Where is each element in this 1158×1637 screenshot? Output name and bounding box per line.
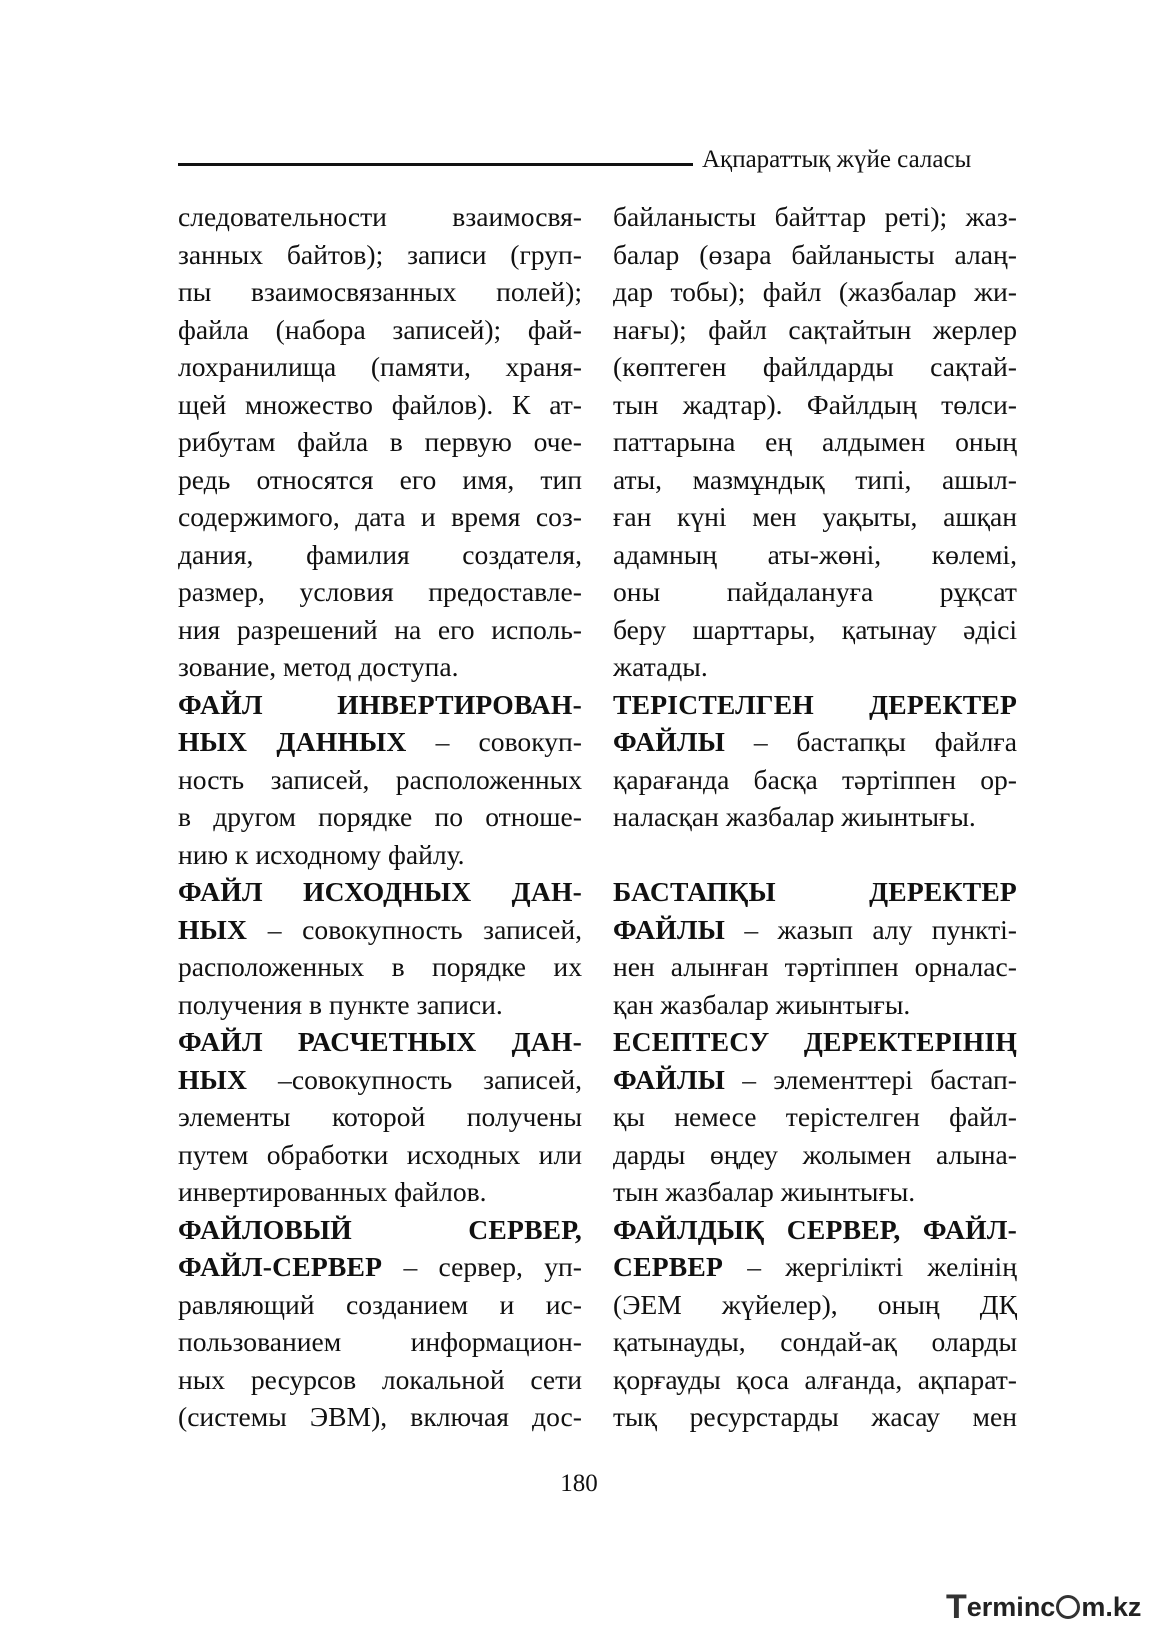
- term-heading: ФАЙЛЫ: [613, 726, 726, 757]
- definition-text: қорғауды қоса алғанда, ақпарат-: [613, 1363, 1017, 1395]
- definition-text: элементы которой получены: [178, 1101, 582, 1132]
- text-line: [178, 273, 582, 311]
- text-line: [613, 423, 1017, 461]
- term-heading: БАСТАПҚЫ ДЕРЕКТЕР: [613, 876, 1017, 907]
- definition-text: файла (набора записей); фай-: [178, 313, 582, 345]
- right-column: [613, 198, 1017, 1436]
- text-line: [178, 1098, 582, 1136]
- definition-text: содержимого, дата и время соз-: [178, 501, 582, 532]
- definition-text: пользованием информацион-: [178, 1326, 582, 1357]
- text-line: [613, 1023, 1017, 1061]
- text-line: [178, 461, 582, 499]
- text-line: [178, 1173, 582, 1211]
- definition-text: дарды өңдеу жолымен алына-: [613, 1138, 1017, 1170]
- text-line: [613, 648, 1017, 686]
- definition-text: расположенных в порядке их: [178, 951, 582, 982]
- definition-text: равляющий созданием и ис-: [178, 1288, 582, 1320]
- text-line: [613, 686, 1017, 724]
- text-line: [178, 611, 582, 649]
- text-line: [178, 986, 582, 1024]
- text-line: [613, 498, 1017, 536]
- definition-text: инвертированных файлов.: [178, 1176, 487, 1207]
- definition-text: балар (өзара байланысты алаң-: [613, 238, 1017, 270]
- term-heading: НЫХ: [178, 913, 248, 945]
- definition-text: в другом порядке по отноше-: [178, 801, 582, 832]
- text-line: [178, 873, 582, 911]
- definition-text: (ЭЕМ жүйелер), оның ДҚ: [613, 1288, 1017, 1320]
- definition-text: нию к исходному файлу.: [178, 838, 465, 870]
- definition-text: – жергілікті желінің: [723, 1251, 1017, 1282]
- term-heading: ТЕРІСТЕЛГЕН ДЕРЕКТЕР: [613, 688, 1017, 720]
- text-line: [178, 1023, 582, 1061]
- text-line: [178, 348, 582, 386]
- term-heading: ФАЙЛЫ: [613, 1063, 726, 1095]
- definition-text: – совокупность записей,: [247, 913, 582, 945]
- definition-text: – совокуп-: [406, 726, 582, 757]
- definition-text: нен алынған тәртіппен орналас-: [613, 951, 1017, 982]
- term-heading: ФАЙЛ РАСЧЕТНЫХ ДАН-: [178, 1026, 582, 1057]
- definition-text: (көптеген файлдарды сақтай-: [613, 351, 1017, 382]
- definition-text: следовательности взаимосвя-: [178, 201, 582, 232]
- text-line: [178, 948, 582, 986]
- term-heading: ФАЙЛ ИСХОДНЫХ ДАН-: [178, 876, 582, 907]
- definition-text: паттарына ең алдымен оның: [613, 426, 1017, 457]
- text-line: [178, 761, 582, 799]
- definition-text: дания, фамилия создателя,: [178, 538, 582, 570]
- text-line: [613, 273, 1017, 311]
- text-line: [613, 461, 1017, 499]
- text-line: [178, 1323, 582, 1361]
- text-line: [178, 1136, 582, 1174]
- circle-icon: [1056, 1595, 1080, 1619]
- definition-text: адамның аты-жөні, көлемі,: [613, 538, 1017, 570]
- text-line: [178, 198, 582, 236]
- text-line: [613, 573, 1017, 611]
- text-line: [613, 1061, 1017, 1099]
- definition-text: аты, мазмұндық типі, ашыл-: [613, 463, 1017, 495]
- watermark-logo: [946, 1585, 1141, 1625]
- text-line: [613, 798, 1017, 836]
- definition-text: қарағанда басқа тәртіппен ор-: [613, 763, 1017, 795]
- definition-text: қан жазбалар жиынтығы.: [613, 988, 911, 1020]
- text-line: [178, 836, 582, 874]
- definition-text: – сервер, уп-: [382, 1251, 582, 1282]
- term-heading: ФАЙЛДЫҚ СЕРВЕР, ФАЙЛ-: [613, 1213, 1017, 1245]
- text-line: [178, 1248, 582, 1286]
- definition-text: тын жадтар). Файлдың төлси-: [613, 388, 1017, 420]
- definition-text: –совокупность записей,: [247, 1063, 582, 1095]
- text-line: [613, 611, 1017, 649]
- text-line: [178, 648, 582, 686]
- text-line: [178, 798, 582, 836]
- definition-text: нағы); файл сақтайтын жерлер: [613, 313, 1017, 345]
- definition-text: (системы ЭВМ), включая дос-: [178, 1401, 582, 1432]
- text-line: [613, 1173, 1017, 1211]
- definition-text: тық ресурстарды жасау мен: [613, 1401, 1017, 1432]
- text-line: [178, 498, 582, 536]
- text-line: [178, 686, 582, 724]
- definition-text: ных ресурсов локальной сети: [178, 1363, 582, 1395]
- text-line: [178, 386, 582, 424]
- definition-text: ған күні мен уақыты, ашқан: [613, 501, 1017, 532]
- watermark-text-2: m.kz: [1081, 1592, 1142, 1622]
- text-line: [613, 986, 1017, 1024]
- text-line: [178, 1361, 582, 1399]
- text-line: [613, 1286, 1017, 1324]
- definition-text: пы взаимосвязанных полей);: [178, 276, 582, 307]
- definition-text: қы немесе терістелген файл-: [613, 1101, 1017, 1132]
- definition-text: тын жазбалар жиынтығы.: [613, 1176, 916, 1207]
- left-column: [178, 198, 582, 1436]
- text-line: [613, 948, 1017, 986]
- text-line: [178, 1211, 582, 1249]
- text-line: [178, 236, 582, 274]
- text-line: [178, 536, 582, 574]
- page-number: 180: [560, 1470, 598, 1497]
- definition-text: путем обработки исходных или: [178, 1138, 582, 1170]
- header-rule: [178, 163, 693, 166]
- text-line: [613, 761, 1017, 799]
- term-heading: ФАЙЛОВЫЙ СЕРВЕР,: [178, 1213, 582, 1245]
- watermark-t: T: [946, 1588, 967, 1626]
- definition-text: байланысты байттар реті); жаз-: [613, 201, 1017, 232]
- blank-line: [613, 836, 1017, 874]
- text-line: [613, 1398, 1017, 1436]
- running-header: Ақпараттық жүйе саласы: [702, 146, 972, 173]
- definition-text: оны пайдалануға рұқсат: [613, 576, 1017, 607]
- text-line: [178, 911, 582, 949]
- text-line: [178, 311, 582, 349]
- term-heading: СЕРВЕР: [613, 1251, 724, 1282]
- text-line: [178, 423, 582, 461]
- term-heading: НЫХ: [178, 1063, 248, 1095]
- text-line: [613, 1323, 1017, 1361]
- text-line: [178, 573, 582, 611]
- watermark-text-1: erminc: [966, 1592, 1056, 1622]
- term-heading: ФАЙЛ-СЕРВЕР: [178, 1251, 383, 1282]
- text-line: [613, 911, 1017, 949]
- definition-text: – бастапқы файлға: [725, 726, 1017, 757]
- text-line: [613, 873, 1017, 911]
- text-line: [613, 1098, 1017, 1136]
- definition-text: дар тобы); файл (жазбалар жи-: [613, 276, 1017, 307]
- definition-text: ния разрешений на его исполь-: [178, 613, 582, 645]
- text-line: [613, 236, 1017, 274]
- text-line: [613, 1136, 1017, 1174]
- term-heading: ЕСЕПТЕСУ ДЕРЕКТЕРІНІҢ: [613, 1026, 1017, 1057]
- definition-text: беру шарттары, қатынау әдісі: [613, 613, 1017, 645]
- text-line: [613, 348, 1017, 386]
- text-line: [178, 1061, 582, 1099]
- text-line: [613, 723, 1017, 761]
- text-line: [178, 723, 582, 761]
- text-line: [178, 1398, 582, 1436]
- definition-text: ность записей, расположенных: [178, 763, 582, 795]
- text-line: [178, 1286, 582, 1324]
- text-line: [613, 536, 1017, 574]
- definition-text: – элементтері бастап-: [725, 1063, 1017, 1095]
- text-line: [613, 198, 1017, 236]
- definition-text: редь относятся его имя, тип: [178, 463, 582, 495]
- definition-text: – жазып алу пункті-: [725, 913, 1017, 945]
- definition-text: получения в пункте записи.: [178, 988, 503, 1020]
- definition-text: зование, метод доступа.: [178, 651, 459, 682]
- text-line: [613, 1211, 1017, 1249]
- text-line: [613, 386, 1017, 424]
- definition-text: наласқан жазбалар жиынтығы.: [613, 801, 976, 832]
- text-line: [613, 1248, 1017, 1286]
- term-heading: ФАЙЛЫ: [613, 913, 726, 945]
- definition-text: қатынауды, сондай-ақ оларды: [613, 1326, 1017, 1357]
- text-line: [613, 1361, 1017, 1399]
- text-line: [613, 311, 1017, 349]
- definition-text: жатады.: [613, 651, 708, 682]
- definition-text: занных байтов); записи (груп-: [178, 238, 582, 270]
- term-heading: ФАЙЛ ИНВЕРТИРОВАН-: [178, 688, 582, 720]
- term-heading: НЫХ ДАННЫХ: [178, 726, 407, 757]
- definition-text: лохранилища (памяти, храня-: [178, 351, 582, 382]
- definition-text: размер, условия предоставле-: [178, 576, 582, 607]
- definition-text: щей множество файлов). К ат-: [178, 388, 582, 420]
- definition-text: рибутам файла в первую оче-: [178, 426, 582, 457]
